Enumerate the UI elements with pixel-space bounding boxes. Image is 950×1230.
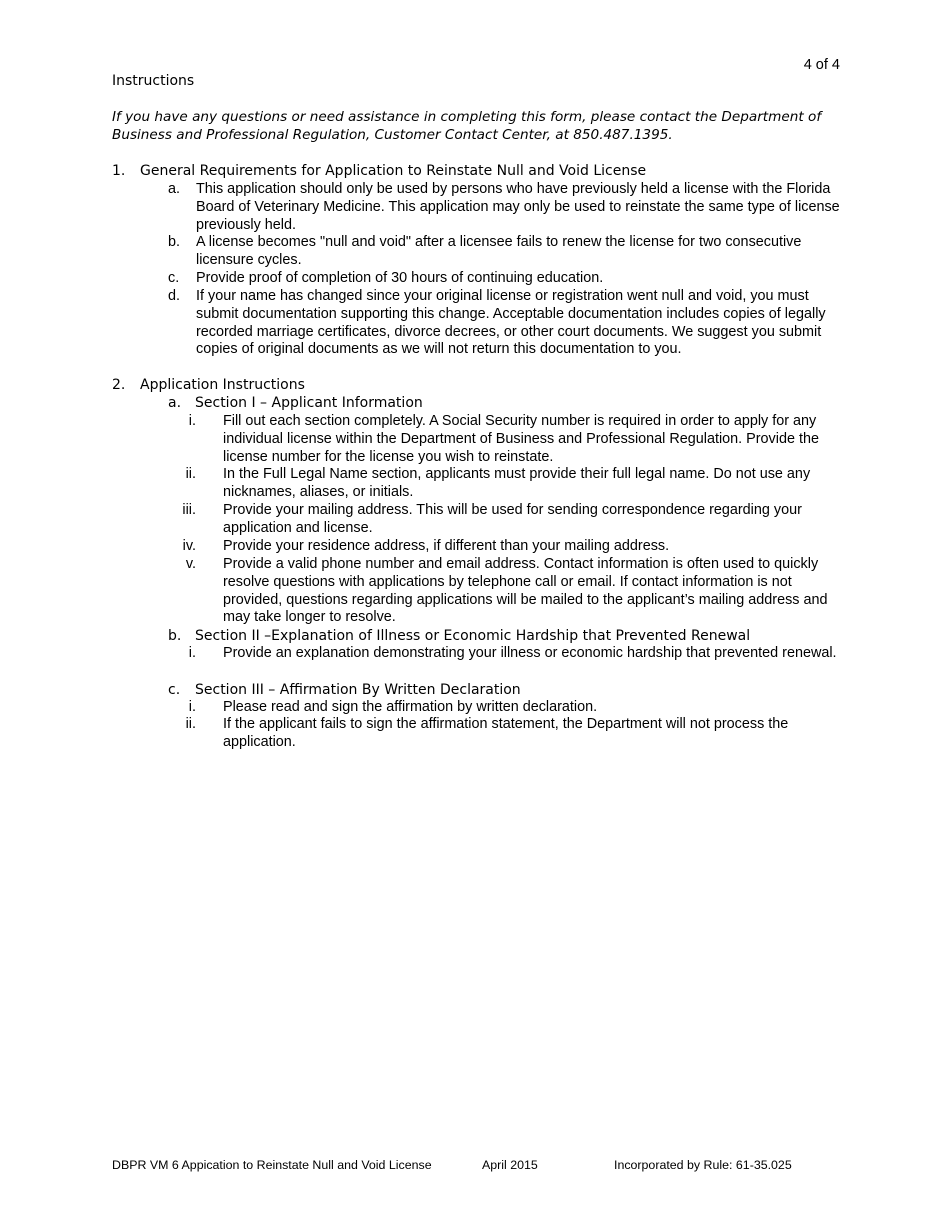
- subsection-label: b.: [168, 628, 182, 644]
- item-text: If your name has changed since your original license or registration went null and void, you must submit documentation supporting this change. Acceptable documentation includes copies of legally recorded marriage certificates, divorce decrees, or other court documents. We suggest you submit copies of original documents as we will not return this documentation to you.: [196, 288, 826, 358]
- list-item: [168, 699, 843, 717]
- item-text: Provide an explanation demonstrating your illness or economic hardship that prevented renewal.: [223, 645, 837, 661]
- item-label: v.: [185, 556, 196, 572]
- item-text: This application should only be used by persons who have previously held a license with the Florida Board of Veterinary Medicine. This application may only be used to reinstate the same type of license previously held.: [196, 181, 840, 233]
- item-label: iv.: [182, 538, 196, 554]
- item-label: i.: [188, 699, 196, 715]
- subsection-header: [166, 681, 835, 699]
- subsection-title: Section II –Explanation of Illness or Economic Hardship that Prevented Renewal: [195, 628, 751, 644]
- list-item: [168, 645, 843, 663]
- section-number: 2.: [112, 377, 126, 393]
- page-number: 4 of 4: [803, 57, 840, 73]
- page-heading: Instructions: [112, 73, 195, 89]
- item-text: In the Full Legal Name section, applicants must provide their full legal name. Do not use any nicknames, aliases, or initials.: [223, 466, 811, 500]
- item-text: Provide proof of completion of 30 hours of continuing education.: [196, 270, 604, 286]
- list-item: [166, 288, 841, 359]
- list-item: [166, 270, 841, 288]
- item-label: i.: [188, 645, 196, 661]
- section-2-header: [112, 376, 840, 394]
- list-item: [166, 234, 841, 270]
- item-text: Provide your residence address, if different than your mailing address.: [223, 538, 670, 554]
- list-item: [168, 556, 843, 627]
- item-label: iii.: [182, 502, 196, 518]
- list-item: [168, 538, 843, 556]
- subsection-label: a.: [168, 395, 182, 411]
- section-1-header: [112, 162, 840, 180]
- section-title: General Requirements for Application to Reinstate Null and Void License: [140, 163, 647, 179]
- item-label: ii.: [185, 716, 196, 732]
- item-label: a.: [168, 181, 181, 197]
- subsection-header: [166, 627, 835, 645]
- item-label: d.: [168, 288, 181, 304]
- item-label: c.: [168, 270, 180, 286]
- list-item: [166, 181, 841, 234]
- subsection-header: [166, 394, 835, 412]
- item-text: A license becomes "null and void" after a licensee fails to renew the license for two consecutive licensure cycles.: [196, 234, 802, 268]
- item-text: If the applicant fails to sign the affirmation statement, the Department will not process the application.: [223, 716, 789, 750]
- footer-form-name: DBPR VM 6 Appication to Reinstate Null and Void License: [112, 1158, 432, 1172]
- item-text: Provide your mailing address. This will be used for sending correspondence regarding your application and license.: [223, 502, 802, 536]
- subsection-title: Section I – Applicant Information: [195, 395, 423, 411]
- section-title: Application Instructions: [140, 377, 305, 393]
- list-item: [168, 716, 843, 752]
- list-item: [168, 413, 843, 466]
- item-label: b.: [168, 234, 181, 250]
- subsection-label: c.: [168, 682, 181, 698]
- subsection-title: Section III – Affirmation By Written Declaration: [195, 682, 521, 698]
- footer-date: April 2015: [482, 1158, 538, 1172]
- item-text: Fill out each section completely. A Social Security number is required in order to apply for any individual license within the Department of Business and Professional Regulation. Provide the license number for the license you wish to reinstate.: [223, 413, 819, 465]
- list-item: [168, 466, 843, 502]
- section-number: 1.: [112, 163, 126, 179]
- item-text: Please read and sign the affirmation by written declaration.: [223, 699, 598, 715]
- list-item: [168, 502, 843, 538]
- intro-contact-note: If you have any questions or need assistance in completing this form, please contact the Department of Business and Professional Regulation, Customer Contact Center, at 850.487.1395.: [112, 109, 822, 143]
- item-label: ii.: [185, 466, 196, 482]
- footer-rule: Incorporated by Rule: 61-35.025: [614, 1158, 792, 1172]
- item-text: Provide a valid phone number and email address. Contact information is often used to quickly resolve questions with applications by telephone call or email. If contact information is not provided, questions regarding applications will be mailed to the applicant’s mailing address and may take longer to resolve.: [223, 556, 828, 626]
- item-label: i.: [188, 413, 196, 429]
